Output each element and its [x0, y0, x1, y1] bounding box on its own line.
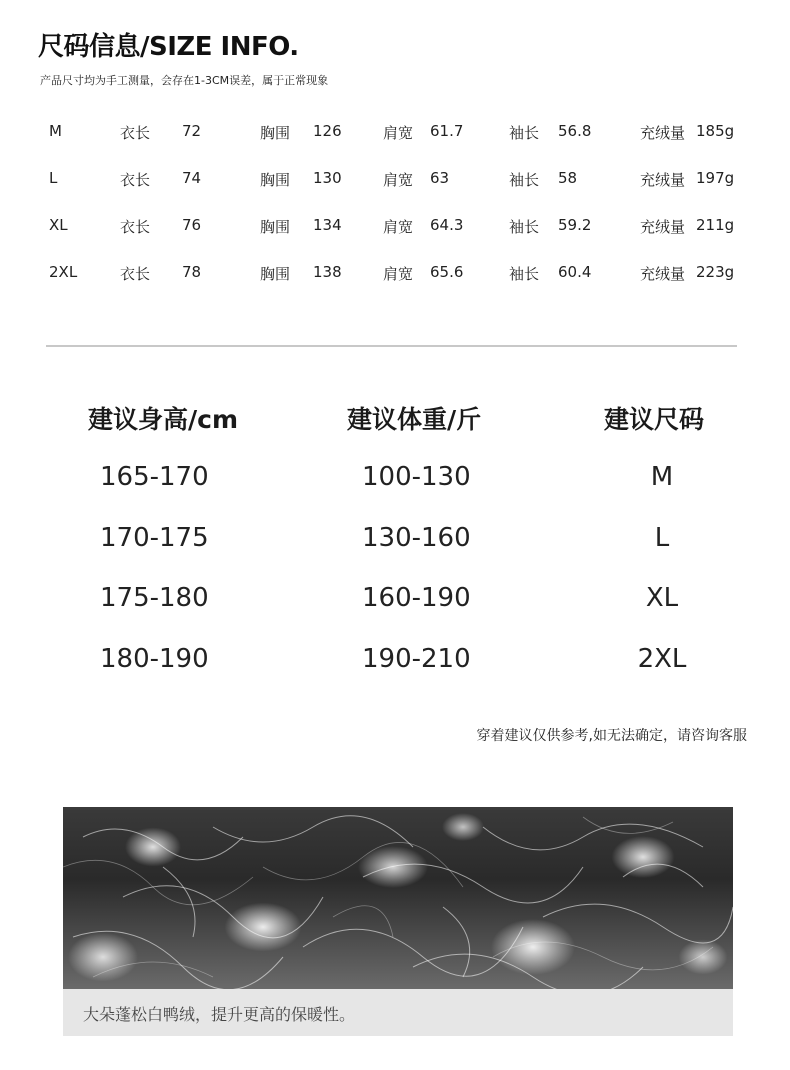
sleeve-label: 袖长 [509, 265, 540, 283]
sleeve-value: 58 [558, 169, 578, 187]
weight-header: 建议体重/斤 [347, 405, 482, 434]
length-label: 衣长 [120, 124, 151, 142]
length-label: 衣长 [120, 265, 151, 283]
shoulder-label: 肩宽 [383, 265, 414, 283]
length-label: 衣长 [120, 218, 151, 236]
size-row [0, 216, 790, 240]
size-header: 建议尺码 [604, 405, 705, 434]
section-divider [46, 345, 737, 347]
weight-range: 160-190 [362, 583, 471, 613]
fill-label: 充绒量 [640, 124, 686, 142]
fill-value: 197g [696, 169, 735, 187]
height-range: 180-190 [100, 644, 209, 674]
recommended-size: XL [645, 583, 679, 613]
size-row [0, 122, 790, 146]
chest-value: 126 [313, 122, 342, 140]
fill-label: 充绒量 [640, 218, 686, 236]
chest-label: 胸围 [260, 265, 291, 283]
height-range: 170-175 [100, 523, 209, 553]
fill-value: 185g [696, 122, 735, 140]
measurement-note: 产品尺寸均为手工测量，会存在1-3CM误差，属于正常现象 [40, 74, 329, 87]
fill-value: 223g [696, 263, 735, 281]
weight-range: 100-130 [362, 462, 471, 492]
length-value: 74 [182, 169, 202, 187]
length-value: 76 [182, 216, 202, 234]
size-name: XL [49, 216, 68, 234]
sleeve-label: 袖长 [509, 124, 540, 142]
shoulder-value: 63 [430, 169, 450, 187]
photo-caption: 大朵蓬松白鸭绒，提升更高的保暖性。 [83, 1005, 356, 1024]
photo-caption-bar [63, 989, 733, 1036]
size-name: 2XL [49, 263, 78, 281]
fill-value: 211g [696, 216, 735, 234]
sleeve-value: 59.2 [558, 216, 592, 234]
sleeve-value: 56.8 [558, 122, 592, 140]
shoulder-label: 肩宽 [383, 218, 414, 236]
page-title: 尺码信息/SIZE INFO. [38, 32, 299, 62]
weight-range: 130-160 [362, 523, 471, 553]
down-feather-photo [63, 807, 733, 989]
shoulder-value: 65.6 [430, 263, 464, 281]
shoulder-value: 61.7 [430, 122, 464, 140]
size-name: M [49, 122, 62, 140]
chest-value: 134 [313, 216, 342, 234]
chest-label: 胸围 [260, 171, 291, 189]
fit-advice-note: 穿着建议仅供参考,如无法确定，请咨询客服 [476, 728, 747, 744]
height-range: 165-170 [100, 462, 209, 492]
length-label: 衣长 [120, 171, 151, 189]
height-range: 175-180 [100, 583, 209, 613]
recommended-size: L [654, 523, 670, 553]
shoulder-label: 肩宽 [383, 171, 414, 189]
sleeve-value: 60.4 [558, 263, 592, 281]
length-value: 78 [182, 263, 202, 281]
sleeve-label: 袖长 [509, 218, 540, 236]
chest-value: 138 [313, 263, 342, 281]
fill-label: 充绒量 [640, 171, 686, 189]
chest-label: 胸围 [260, 218, 291, 236]
size-row [0, 263, 790, 287]
sleeve-label: 袖长 [509, 171, 540, 189]
length-value: 72 [182, 122, 202, 140]
shoulder-label: 肩宽 [383, 124, 414, 142]
height-header: 建议身高/cm [88, 405, 239, 434]
recommended-size: M [650, 462, 674, 492]
weight-range: 190-210 [362, 644, 471, 674]
size-row [0, 169, 790, 193]
recommended-size: 2XL [637, 644, 687, 674]
size-name: L [49, 169, 58, 187]
chest-label: 胸围 [260, 124, 291, 142]
fill-label: 充绒量 [640, 265, 686, 283]
chest-value: 130 [313, 169, 342, 187]
shoulder-value: 64.3 [430, 216, 464, 234]
